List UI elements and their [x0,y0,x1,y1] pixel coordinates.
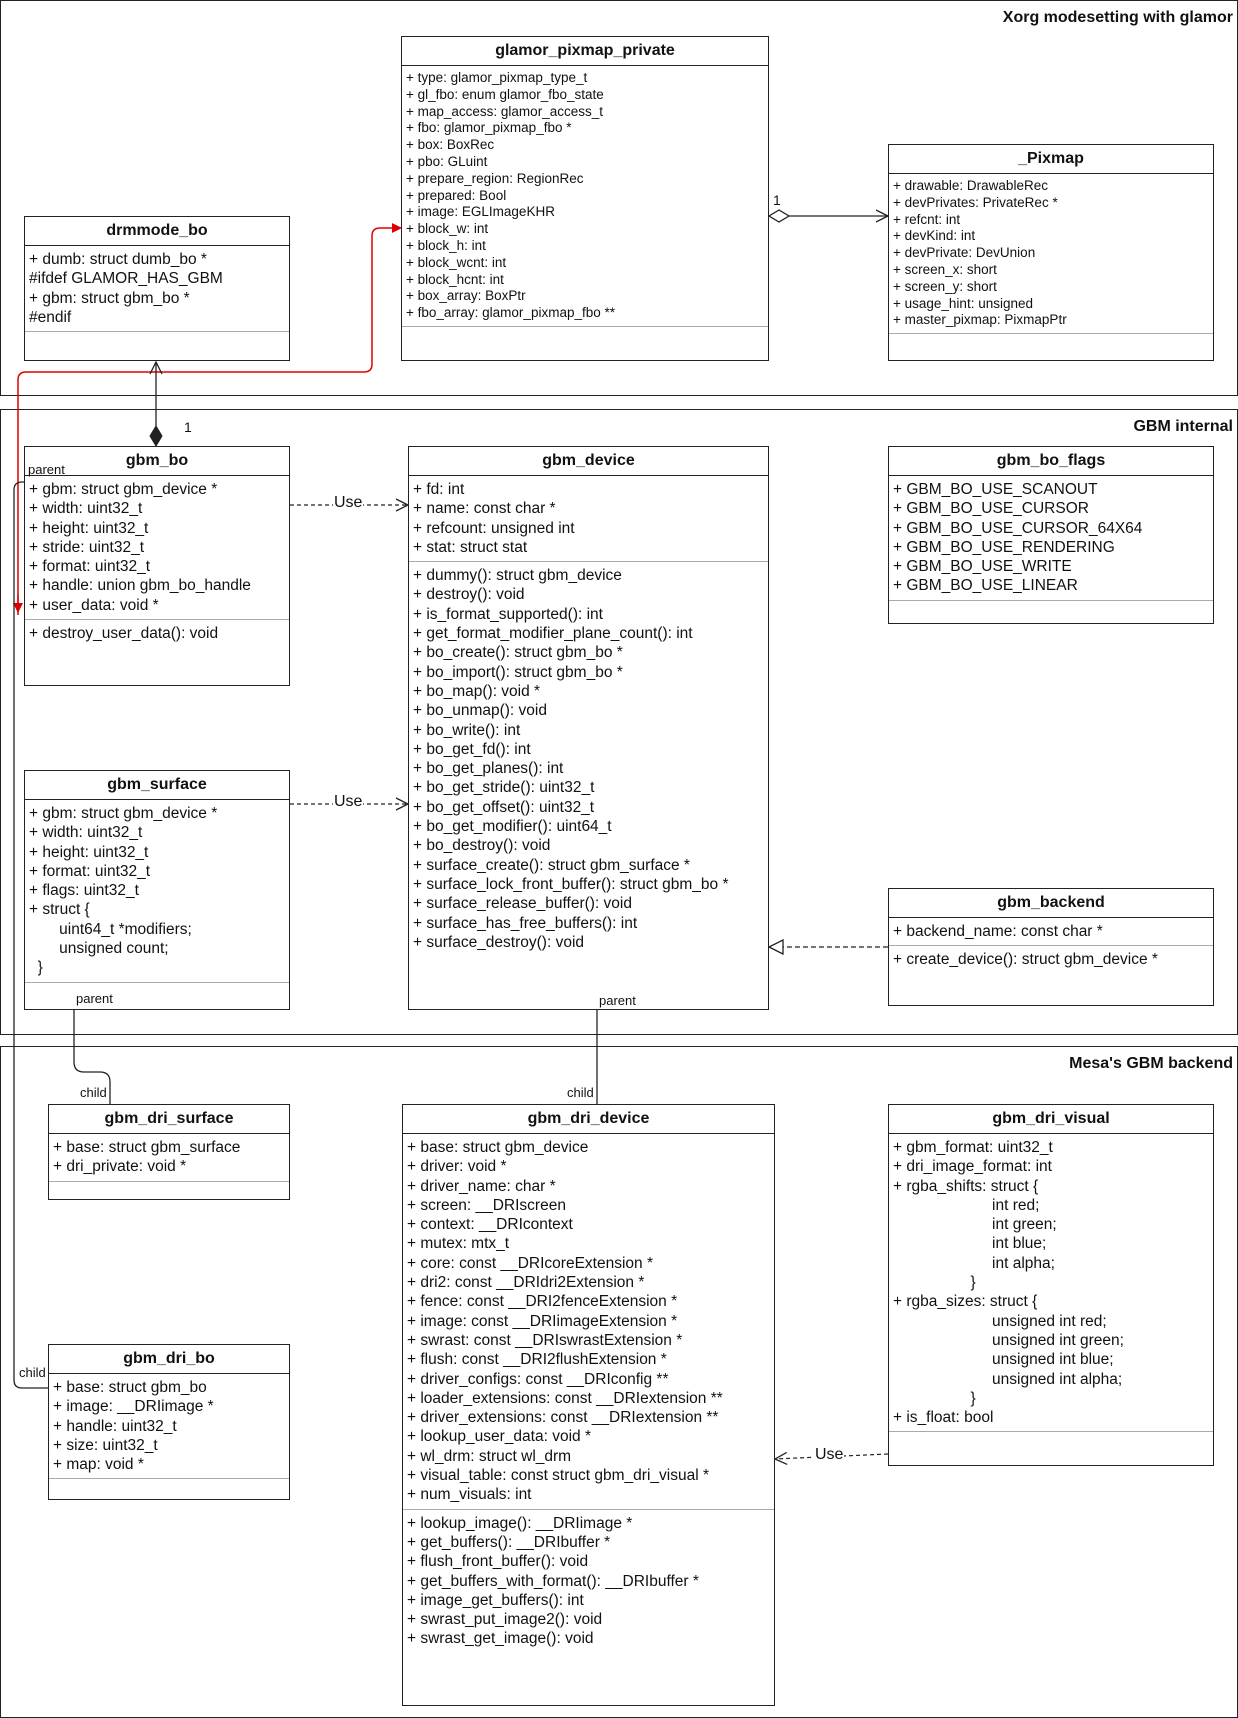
class-name: gbm_dri_bo [49,1345,289,1374]
attribute-line: + usage_hint: unsigned [893,295,1033,311]
class-name: glamor_pixmap_private [402,37,768,66]
method-line: + bo_get_planes(): int [413,760,564,778]
attribute-line: + GBM_BO_USE_LINEAR [893,577,1078,595]
attribute-line: int alpha; [893,1254,1055,1272]
method-line: + surface_lock_front_buffer(): struct gbm_bo * [413,875,729,893]
multiplicity-label: 1 [773,192,781,208]
attribute-line: + GBM_BO_USE_CURSOR_64X64 [893,519,1143,537]
attribute-line: + name: const char * [413,500,556,518]
method-line: + bo_import(): struct gbm_bo * [413,663,623,681]
attribute-line: + dri2: const __DRIdri2Extension * [407,1274,645,1292]
method-line: + is_format_supported(): int [413,605,603,623]
attribute-line: + fence: const __DRI2fenceExtension * [407,1293,678,1311]
method-line: + destroy_user_data(): void [29,625,219,643]
attribute-line: + loader_extensions: const __DRIextension ** [407,1389,723,1407]
parent-label: parent [76,991,113,1006]
attribute-line: + GBM_BO_USE_CURSOR [893,500,1089,518]
attribute-line: int red; [893,1196,1040,1214]
attribute-line: unsigned int red; [893,1312,1107,1330]
class-name: gbm_dri_visual [889,1105,1213,1134]
method-line: + surface_destroy(): void [413,933,585,951]
attribute-line: + gl_fbo: enum glamor_fbo_state [406,86,604,102]
child-label: child [19,1365,46,1380]
attribute-line: + drawable: DrawableRec [893,178,1048,193]
attribute-line: int blue; [893,1235,1047,1253]
attribute-line: + image: EGLImageKHR [406,204,555,220]
class-name: gbm_backend [889,889,1213,918]
attribute-line: + pbo: GLuint [406,153,488,169]
attribute-line: + refcnt: int [893,211,961,227]
method-line: + bo_destroy(): void [413,837,551,855]
attribute-line: + base: struct gbm_bo [53,1379,207,1396]
class-name: gbm_bo [25,447,289,476]
method-line: + flush_front_buffer(): void [407,1553,589,1571]
attribute-line: + prepare_region: RegionRec [406,170,584,186]
child-label: child [567,1085,594,1100]
attribute-line: + gbm: struct gbm_device * [29,805,218,822]
attribute-line: + swrast: const __DRIswrastExtension * [407,1331,683,1349]
attribute-line: + stat: struct stat [413,538,528,556]
attribute-line: + fbo: glamor_pixmap_fbo * [406,120,572,136]
attribute-line: + flags: uint32_t [29,882,139,900]
method-line: + bo_unmap(): void [413,702,547,720]
attribute-line: + devPrivates: PrivateRec * [893,194,1058,210]
region-title: Mesa's GBM backend [1069,1055,1233,1072]
attribute-line: + screen_y: short [893,278,997,294]
attribute-line: } [893,1389,976,1407]
attribute-line: + core: const __DRIcoreExtension * [407,1254,653,1272]
attribute-line: + lookup_user_data: void * [407,1428,591,1446]
class-name: _Pixmap [889,145,1213,174]
attribute-line: + wl_drm: struct wl_drm [407,1447,572,1465]
attribute-line: int green; [893,1216,1057,1234]
attribute-line: + num_visuals: int [407,1486,532,1504]
method-line: + lookup_image(): __DRIimage * [407,1514,633,1532]
attribute-line: + screen_x: short [893,261,997,277]
attribute-line: + base: struct gbm_device [407,1139,589,1156]
attribute-line: + image: __DRIimage * [53,1398,214,1416]
parent-label: parent [599,993,636,1008]
attribute-line: + dri_image_format: int [893,1158,1052,1176]
attribute-line: + rgba_shifts: struct { [893,1177,1039,1195]
class-name: drmmode_bo [25,217,289,246]
attribute-line: + width: uint32_t [29,824,143,842]
multiplicity-label: 1 [184,419,192,435]
method-line: + image_get_buffers(): int [407,1591,584,1609]
attribute-line: + size: uint32_t [53,1436,158,1454]
attribute-line: + GBM_BO_USE_WRITE [893,558,1072,576]
attribute-line: + GBM_BO_USE_RENDERING [893,538,1115,556]
attribute-line: + block_wcnt: int [406,254,507,270]
method-line: + bo_create(): struct gbm_bo * [413,644,623,662]
attribute-line: + block_w: int [406,221,489,237]
attribute-line: uint64_t *modifiers; [29,920,192,938]
class-name: gbm_dri_device [403,1105,774,1134]
class-name: gbm_device [409,447,768,476]
attribute-line: + driver_name: char * [407,1177,556,1195]
attribute-line: unsigned count; [29,940,169,958]
attribute-line: + dri_private: void * [53,1158,187,1176]
attribute-line: unsigned int alpha; [893,1370,1123,1388]
attribute-line: + devPrivate: DevUnion [893,245,1036,261]
method-line: + surface_release_buffer(): void [413,895,632,913]
attribute-line: + dumb: struct dumb_bo * [29,251,207,268]
method-line: + swrast_get_image(): void [407,1630,594,1648]
attribute-line: + block_h: int [406,237,486,253]
attribute-line: + rgba_sizes: struct { [893,1293,1038,1311]
attribute-line: + GBM_BO_USE_SCANOUT [893,481,1098,498]
method-line: + surface_create(): struct gbm_surface * [413,856,690,874]
attribute-line: } [893,1274,976,1292]
attribute-line: + block_hcnt: int [406,271,504,287]
attribute-line: + devKind: int [893,228,976,244]
attribute-line: + backend_name: const char * [893,923,1103,940]
attribute-line: + map_access: glamor_access_t [406,103,603,119]
attribute-line: + base: struct gbm_surface [53,1139,241,1156]
method-line: + get_buffers_with_format(): __DRIbuffer * [407,1572,699,1590]
method-line: + bo_get_offset(): uint32_t [413,798,595,816]
attribute-line: + handle: union gbm_bo_handle [29,577,251,595]
child-label: child [80,1085,107,1100]
attribute-line: + driver_extensions: const __DRIextension ** [407,1409,719,1427]
method-line: + destroy(): void [413,586,525,604]
attribute-line: + master_pixmap: PixmapPtr [893,312,1067,328]
use-label: Use [334,494,363,511]
attribute-line: + box: BoxRec [406,137,495,153]
attribute-line: + prepared: Bool [406,187,507,203]
method-line: + bo_write(): int [413,721,521,739]
class-name: gbm_dri_surface [49,1105,289,1134]
class-name: gbm_bo_flags [889,447,1213,476]
attribute-line: + gbm_format: uint32_t [893,1139,1053,1156]
attribute-line: + fd: int [413,481,465,498]
attribute-line: + image: const __DRIimageExtension * [407,1312,678,1330]
attribute-line: + map: void * [53,1456,144,1474]
method-line: + surface_has_free_buffers(): int [413,914,638,932]
attribute-line: + flush: const __DRI2flushExtension * [407,1351,667,1369]
attribute-line: + height: uint32_t [29,519,149,537]
attribute-line: + driver_configs: const __DRIconfig ** [407,1370,669,1388]
attribute-line: + format: uint32_t [29,862,151,880]
attribute-line: + user_data: void * [29,596,159,614]
region-title: GBM internal [1133,418,1233,435]
method-line: + bo_get_stride(): uint32_t [413,779,595,797]
attribute-line: + refcount: unsigned int [413,519,575,537]
use-label: Use [334,793,363,810]
method-line: + bo_map(): void * [413,682,541,700]
parent-label: parent [28,462,65,477]
attribute-line: + driver: void * [407,1158,507,1176]
method-line: + get_buffers(): __DRIbuffer * [407,1533,611,1551]
method-line: + bo_get_modifier(): uint64_t [413,818,612,836]
red-association-line [18,228,401,615]
aggregation-diamond-hollow [769,210,789,222]
attribute-line: + type: glamor_pixmap_type_t [406,70,588,85]
attribute-line: + fbo_array: glamor_pixmap_fbo ** [406,305,615,321]
attribute-line: } [29,959,43,977]
attribute-line: + handle: uint32_t [53,1417,177,1435]
attribute-line: + context: __DRIcontext [407,1216,573,1234]
class-name: gbm_surface [25,771,289,800]
attribute-line: #ifdef GLAMOR_HAS_GBM [29,270,223,288]
attribute-line: + visual_table: const struct gbm_dri_visual * [407,1467,709,1485]
method-line: + create_device(): struct gbm_device * [893,951,1158,969]
region-title: Xorg modesetting with glamor [1002,9,1233,26]
attribute-line: + gbm: struct gbm_device * [29,481,218,498]
method-line: + dummy(): struct gbm_device [413,567,622,585]
composition-diamond-filled [150,426,162,446]
method-line: + bo_get_fd(): int [413,740,531,758]
attribute-line: + mutex: mtx_t [407,1235,510,1253]
attribute-line: + width: uint32_t [29,500,143,518]
attribute-line: + format: uint32_t [29,558,151,576]
use-label: Use [815,1446,844,1463]
attribute-line: + is_float: bool [893,1409,994,1427]
method-line: + get_format_modifier_plane_count(): int [413,625,693,643]
attribute-line: unsigned int blue; [893,1351,1114,1369]
attribute-line: + box_array: BoxPtr [406,288,526,304]
attribute-line: + height: uint32_t [29,843,149,861]
attribute-line: + gbm: struct gbm_bo * [29,289,190,307]
attribute-line: unsigned int green; [893,1331,1124,1349]
method-line: + swrast_put_image2(): void [407,1611,603,1629]
attribute-line: + stride: uint32_t [29,538,145,556]
parent-child-bo [14,482,48,1388]
attribute-line: + screen: __DRIscreen [407,1196,566,1214]
attribute-line: + struct { [29,901,90,919]
attribute-line: #endif [29,308,72,326]
